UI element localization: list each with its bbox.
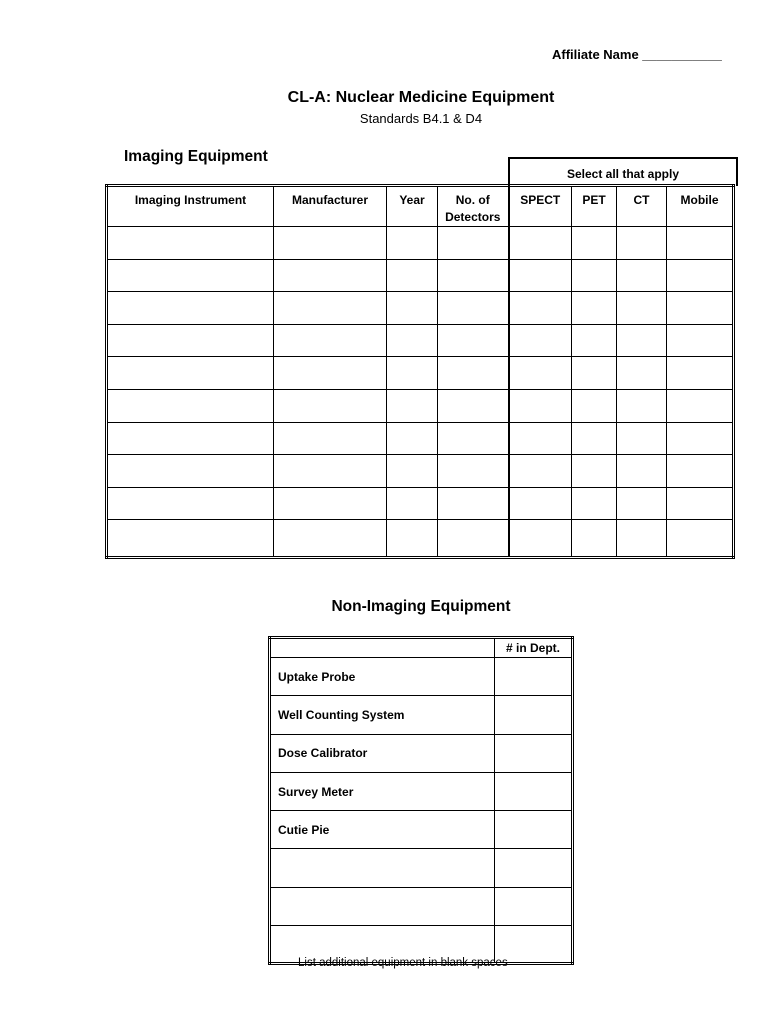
manufacturer-cell[interactable] <box>274 487 387 520</box>
spect-cell[interactable] <box>509 357 572 390</box>
mobile-cell[interactable] <box>667 259 734 292</box>
document-title: CL-A: Nuclear Medicine Equipment <box>287 89 555 106</box>
imaging-table-row <box>107 357 734 390</box>
col-header-mobile: Mobile <box>667 186 734 227</box>
imaging-table-header <box>107 186 734 227</box>
mobile-cell[interactable] <box>667 422 734 455</box>
pet-cell[interactable] <box>572 357 617 390</box>
instrument-cell[interactable] <box>107 487 274 520</box>
select-all-that-apply-label: Select all that apply <box>508 157 738 186</box>
year-cell[interactable] <box>387 389 438 422</box>
manufacturer-cell[interactable] <box>274 422 387 455</box>
imaging-table-row <box>107 227 734 260</box>
imaging-table-row <box>107 292 734 325</box>
mobile-cell[interactable] <box>667 487 734 520</box>
equipment-name-cell: Cutie Pie <box>270 811 495 849</box>
spect-cell[interactable] <box>509 422 572 455</box>
year-cell[interactable] <box>387 292 438 325</box>
col-header-no-of-detectors: No. of Detectors <box>438 186 509 227</box>
mobile-cell[interactable] <box>667 292 734 325</box>
pet-cell[interactable] <box>572 324 617 357</box>
mobile-cell[interactable] <box>667 324 734 357</box>
spect-cell[interactable] <box>509 259 572 292</box>
instrument-cell[interactable] <box>107 227 274 260</box>
spect-cell[interactable] <box>509 487 572 520</box>
year-cell[interactable] <box>387 520 438 558</box>
manufacturer-cell[interactable] <box>274 292 387 325</box>
col-header-pet: PET <box>572 186 617 227</box>
manufacturer-cell[interactable] <box>274 520 387 558</box>
instrument-cell[interactable] <box>107 455 274 488</box>
col-header-ct: CT <box>617 186 667 227</box>
imaging-equipment-table <box>105 184 735 559</box>
imaging-table-row <box>107 520 734 558</box>
spect-cell[interactable] <box>509 389 572 422</box>
count-in-dept-cell[interactable] <box>495 849 573 887</box>
manufacturer-cell[interactable] <box>274 227 387 260</box>
pet-cell[interactable] <box>572 422 617 455</box>
affiliate-name-field[interactable]: Affiliate Name ___________ <box>552 47 722 62</box>
ct-cell[interactable] <box>617 227 667 260</box>
equipment-name-cell[interactable] <box>270 849 495 887</box>
equipment-name-cell[interactable] <box>270 887 495 925</box>
imaging-table-row <box>107 324 734 357</box>
detectors-cell[interactable] <box>438 324 509 357</box>
mobile-cell[interactable] <box>667 455 734 488</box>
year-cell[interactable] <box>387 227 438 260</box>
pet-cell[interactable] <box>572 389 617 422</box>
non-imaging-row <box>270 772 573 810</box>
non-imaging-row <box>270 887 573 925</box>
manufacturer-cell[interactable] <box>274 389 387 422</box>
col-header-manufacturer: Manufacturer <box>274 186 387 227</box>
detectors-cell[interactable] <box>438 389 509 422</box>
imaging-table-row <box>107 389 734 422</box>
year-cell[interactable] <box>387 422 438 455</box>
count-in-dept-cell[interactable] <box>495 658 573 696</box>
spect-cell[interactable] <box>509 324 572 357</box>
imaging-equipment-heading: Imaging Equipment <box>124 148 268 165</box>
non-imaging-table-header <box>270 638 573 658</box>
instrument-cell[interactable] <box>107 357 274 390</box>
document-subtitle: Standards B4.1 & D4 <box>359 111 483 126</box>
spect-cell[interactable] <box>509 292 572 325</box>
detectors-cell[interactable] <box>438 357 509 390</box>
manufacturer-cell[interactable] <box>274 259 387 292</box>
ct-cell[interactable] <box>617 487 667 520</box>
ct-cell[interactable] <box>617 422 667 455</box>
col-header-imaging-instrument: Imaging Instrument <box>107 186 274 227</box>
non-imaging-equipment-table <box>268 636 574 965</box>
year-cell[interactable] <box>387 259 438 292</box>
mobile-cell[interactable] <box>667 357 734 390</box>
manufacturer-cell[interactable] <box>274 357 387 390</box>
ct-cell[interactable] <box>617 324 667 357</box>
non-imaging-row <box>270 658 573 696</box>
instrument-cell[interactable] <box>107 389 274 422</box>
mobile-cell[interactable] <box>667 520 734 558</box>
year-cell[interactable] <box>387 487 438 520</box>
pet-cell[interactable] <box>572 487 617 520</box>
instrument-cell[interactable] <box>107 292 274 325</box>
imaging-table-row <box>107 422 734 455</box>
additional-equipment-note: List additional equipment in blank spaces <box>298 957 508 969</box>
imaging-table-row <box>107 487 734 520</box>
imaging-table-row <box>107 455 734 488</box>
imaging-table-row <box>107 259 734 292</box>
mobile-cell[interactable] <box>667 227 734 260</box>
manufacturer-cell[interactable] <box>274 324 387 357</box>
detectors-cell[interactable] <box>438 227 509 260</box>
detectors-cell[interactable] <box>438 520 509 558</box>
count-in-dept-cell[interactable] <box>495 887 573 925</box>
instrument-cell[interactable] <box>107 259 274 292</box>
pet-cell[interactable] <box>572 227 617 260</box>
mobile-cell[interactable] <box>667 389 734 422</box>
non-imaging-row <box>270 811 573 849</box>
col-header-spect: SPECT <box>509 186 572 227</box>
pet-cell[interactable] <box>572 520 617 558</box>
manufacturer-cell[interactable] <box>274 455 387 488</box>
detectors-cell[interactable] <box>438 455 509 488</box>
non-imaging-row <box>270 849 573 887</box>
ct-cell[interactable] <box>617 357 667 390</box>
pet-cell[interactable] <box>572 259 617 292</box>
year-cell[interactable] <box>387 455 438 488</box>
instrument-cell[interactable] <box>107 422 274 455</box>
detectors-cell[interactable] <box>438 292 509 325</box>
pet-cell[interactable] <box>572 455 617 488</box>
detectors-cell[interactable] <box>438 422 509 455</box>
spect-cell[interactable] <box>509 520 572 558</box>
equipment-name-cell: Dose Calibrator <box>270 734 495 772</box>
year-cell[interactable] <box>387 357 438 390</box>
pet-cell[interactable] <box>572 292 617 325</box>
ct-cell[interactable] <box>617 259 667 292</box>
detectors-cell[interactable] <box>438 259 509 292</box>
equipment-name-cell: Well Counting System <box>270 696 495 734</box>
instrument-cell[interactable] <box>107 324 274 357</box>
non-imaging-row <box>270 734 573 772</box>
count-in-dept-cell[interactable] <box>495 772 573 810</box>
non-imaging-row <box>270 696 573 734</box>
non-imaging-equipment-heading: Non-Imaging Equipment <box>331 598 511 615</box>
equipment-name-cell: Survey Meter <box>270 772 495 810</box>
instrument-cell[interactable] <box>107 520 274 558</box>
ct-cell[interactable] <box>617 455 667 488</box>
ct-cell[interactable] <box>617 389 667 422</box>
spect-cell[interactable] <box>509 227 572 260</box>
ct-cell[interactable] <box>617 520 667 558</box>
detectors-cell[interactable] <box>438 487 509 520</box>
count-in-dept-cell[interactable] <box>495 811 573 849</box>
year-cell[interactable] <box>387 324 438 357</box>
count-in-dept-cell[interactable] <box>495 696 573 734</box>
count-in-dept-cell[interactable] <box>495 734 573 772</box>
ct-cell[interactable] <box>617 292 667 325</box>
spect-cell[interactable] <box>509 455 572 488</box>
equipment-name-cell: Uptake Probe <box>270 658 495 696</box>
col-header-year: Year <box>387 186 438 227</box>
col-header-count-in-dept: # in Dept. <box>495 638 573 658</box>
